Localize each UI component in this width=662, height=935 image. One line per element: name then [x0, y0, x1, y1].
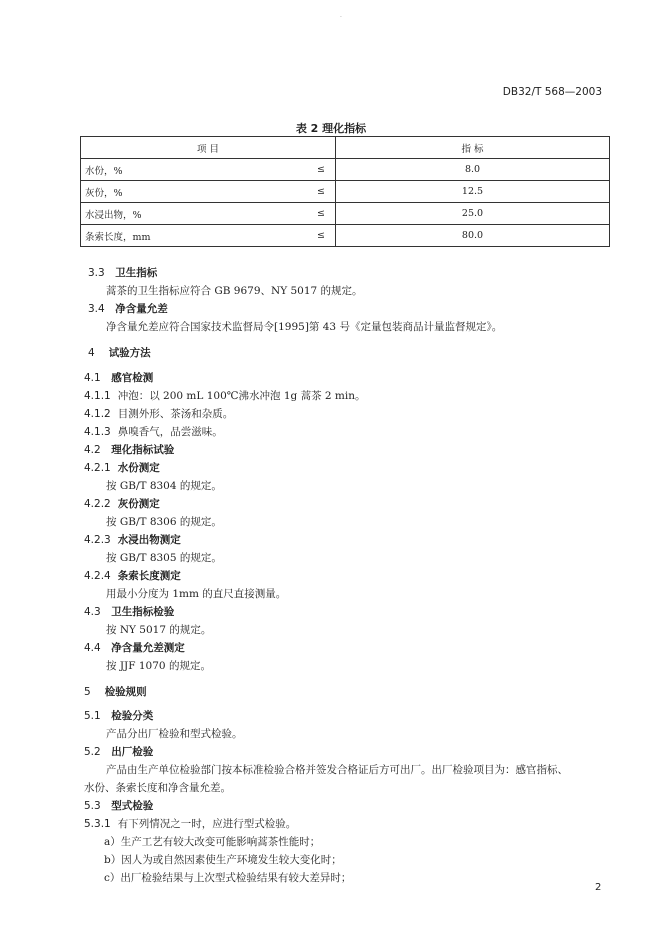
paragraph: 水份、条索长度和净含量允差。 [84, 782, 231, 794]
row-item: 条索长度，mm [81, 225, 308, 247]
section-5: 5 检验规则 [84, 686, 147, 698]
paragraph: 按 JJF 1070 的规定。 [106, 660, 211, 672]
paragraph: 按 GB/T 8306 的规定。 [106, 516, 222, 528]
paragraph: 按 GB/T 8305 的规定。 [106, 552, 222, 564]
list-item: a）生产工艺有较大改变可能影响蒿茶性能时； [104, 836, 321, 848]
section-4: 4 试验方法 [88, 347, 151, 359]
row-item: 水浸出物，% [81, 203, 308, 225]
section-title: 灰份测定 [117, 498, 160, 510]
section-5-3-1: 5.3.1 有下列情况之一时，应进行型式检验。 [84, 818, 297, 830]
paragraph: 净含量允差应符合国家技术监督局令[1995]第 43 号《定量包装商品计量监督规定》。 [106, 321, 503, 333]
row-value: 25.0 [336, 203, 610, 225]
section-4-2-4: 4.2.4 条索长度测定 [84, 570, 181, 582]
section-3-4: 3.4 净含量允差 [88, 303, 168, 315]
table-title: 表 2 理化指标 [295, 122, 367, 135]
paragraph: 产品由生产单位检验部门按本标准检验合格并签发合格证后方可出厂。出厂检验项目为：感官指标、 [106, 764, 568, 776]
section-3-3: 3.3 卫生指标 [88, 267, 158, 279]
section-4-1-2: 4.1.2 目测外形、茶汤和杂质。 [84, 408, 234, 420]
header-value: 指 标 [336, 137, 610, 159]
section-title: 检验规则 [104, 686, 147, 698]
paragraph: 用最小分度为 1mm 的直尺直接测量。 [106, 588, 287, 600]
standard-code: DB32/T 568—2003 [502, 86, 602, 98]
section-title: 出厂检验 [111, 746, 154, 758]
section-5-3: 5.3 型式检验 [84, 800, 154, 812]
section-5-1: 5.1 检验分类 [84, 710, 154, 722]
section-title: 检验分类 [111, 710, 154, 722]
table-header-row [81, 137, 610, 159]
section-title: 卫生指标 [115, 267, 158, 279]
table-row [81, 203, 610, 225]
section-4-2-1: 4.2.1 水份测定 [84, 462, 160, 474]
section-4-3: 4.3 卫生指标检验 [84, 606, 175, 618]
table-row [81, 159, 610, 181]
section-title: 净含量允差测定 [111, 642, 185, 654]
scan-mark: · [340, 14, 342, 21]
header-item: 项 目 [81, 137, 336, 159]
row-value: 80.0 [336, 225, 610, 247]
section-5-2: 5.2 出厂检验 [84, 746, 154, 758]
table-row [81, 181, 610, 203]
page-number: 2 [595, 882, 602, 893]
section-4-4: 4.4 净含量允差测定 [84, 642, 185, 654]
section-title: 感官检测 [111, 372, 154, 384]
list-item: c）出厂检验结果与上次型式检验结果有较大差异时； [104, 872, 352, 884]
section-4-2: 4.2 理化指标试验 [84, 444, 175, 456]
row-op: ≤ [307, 181, 336, 203]
section-title: 净含量允差 [115, 303, 168, 315]
section-title: 条索长度测定 [117, 570, 181, 582]
section-4-2-3: 4.2.3 水浸出物测定 [84, 534, 181, 546]
section-4-2-2: 4.2.2 灰份测定 [84, 498, 160, 510]
list-item: b）因人为或自然因素使生产环境发生较大变化时； [104, 854, 342, 866]
row-value: 8.0 [336, 159, 610, 181]
row-op: ≤ [307, 159, 336, 181]
section-4-1-3: 4.1.3 鼻嗅香气，品尝滋味。 [84, 426, 223, 438]
row-item: 水份，% [81, 159, 308, 181]
paragraph: 产品分出厂检验和型式检验。 [106, 728, 243, 740]
paragraph: 蒿茶的卫生指标应符合 GB 9679、NY 5017 的规定。 [106, 285, 363, 297]
row-op: ≤ [307, 203, 336, 225]
paragraph: 按 NY 5017 的规定。 [106, 624, 212, 636]
section-title: 理化指标试验 [111, 444, 175, 456]
section-title: 卫生指标检验 [111, 606, 175, 618]
table-row [81, 225, 610, 247]
section-title: 水浸出物测定 [117, 534, 181, 546]
section-4-1: 4.1 感官检测 [84, 372, 154, 384]
section-title: 型式检验 [111, 800, 154, 812]
row-value: 12.5 [336, 181, 610, 203]
section-4-1-1: 4.1.1 冲泡：以 200 mL 100℃沸水冲泡 1g 蒿茶 2 min。 [84, 390, 366, 402]
row-op: ≤ [307, 225, 336, 247]
row-item: 灰份，% [81, 181, 308, 203]
section-title: 试验方法 [108, 347, 151, 359]
paragraph: 按 GB/T 8304 的规定。 [106, 480, 222, 492]
physicochemical-table [80, 136, 610, 247]
section-title: 水份测定 [117, 462, 160, 474]
